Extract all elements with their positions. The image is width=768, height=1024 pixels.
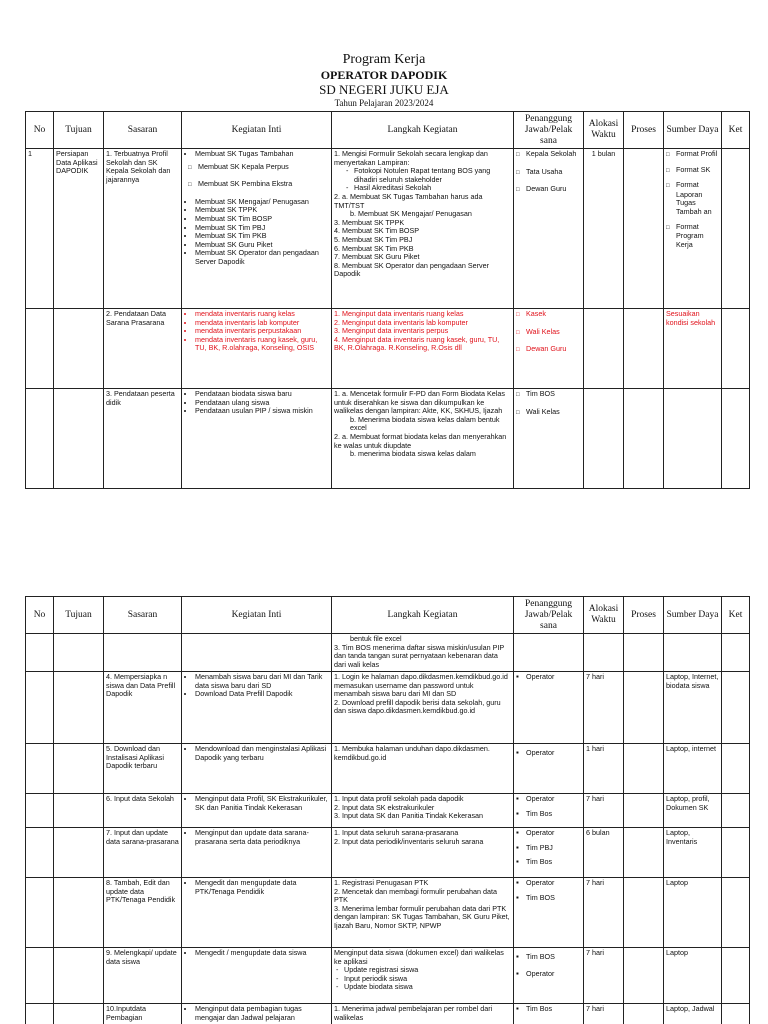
cell-no: [26, 878, 54, 948]
list-item: 8. Membuat SK Operator dan pengadaan Server Dapodik: [334, 260, 490, 279]
list-item: 1. Login ke halaman dapo.dikdasmen.kemdikbud.go.id memasukan username dan password untuk menambah siswa baru dari MI dan SD: [334, 672, 508, 699]
table-row: [26, 744, 750, 794]
list-item: 2. Mencetak dan membagi formulir perubahan data PTK: [334, 886, 498, 905]
cell-sumber: Laptop: [664, 878, 722, 948]
cell-sasaran: [104, 634, 182, 672]
cell-pj: [514, 794, 584, 828]
cell-no: [26, 1004, 54, 1024]
cell-kegiatan: [182, 744, 332, 794]
cell-sumber: [664, 149, 722, 309]
list-item: b. Membuat SK Mengajar/ Penugasan: [350, 209, 472, 219]
table-row: [26, 634, 750, 672]
cell-ket: [722, 149, 750, 309]
list-item: ▪ Tim Bos: [526, 810, 581, 819]
cell-no: [26, 389, 54, 489]
cell-sasaran: 2. Pendataan Data Sarana Prasarana: [104, 309, 182, 389]
cell-no: [26, 794, 54, 828]
list-item: • Membuat SK Tim BOSP: [195, 215, 329, 224]
cell-sasaran: 7. Input dan update data sarana-prasarana: [104, 828, 182, 878]
list-item: 1. a. Mencetak formulir F-PD dan Form Biodata Kelas untuk diserahkan ke siswa dan dikumpulkan ke walikelas dengan lampiran: Akte, KK, SKHUS, Ijazah: [334, 389, 505, 416]
doc-subtitle: OPERATOR DAPODIK: [320, 68, 448, 82]
cell-sasaran: 5. Download dan Instalisasi Aplikasi Dapodik terbaru: [104, 744, 182, 794]
cell-tujuan: [54, 634, 104, 672]
cell-sumber: Laptop, internet: [664, 744, 722, 794]
list-item: ▪ Operator: [526, 749, 581, 758]
cell-tujuan: [54, 948, 104, 1004]
cell-no: [26, 744, 54, 794]
header-proses: Proses: [624, 597, 664, 634]
cell-tujuan: [54, 1004, 104, 1024]
cell-sumber: Laptop, profil, Dokumen SK: [664, 794, 722, 828]
cell-langkah: [332, 744, 514, 794]
document-page-1: [0, 0, 768, 500]
list-item: • Menginput data Profil, SK Ekstrakurikuler, SK dan Panitia Tindak Kekerasan: [195, 795, 329, 812]
cell-alokasi: [584, 634, 624, 672]
list-item: • mendata inventaris perpustakaan: [195, 327, 329, 336]
list-item: 7. Membuat SK Guru Piket: [334, 252, 420, 262]
cell-sumber: Laptop, Inventaris: [664, 828, 722, 878]
cell-langkah: [332, 878, 514, 948]
list-item: 4. Membuat SK Tim BOSP: [334, 226, 420, 236]
header-no: No: [26, 112, 54, 149]
cell-kegiatan: [182, 634, 332, 672]
list-item: 1. Menginput data inventaris ruang kelas: [334, 309, 464, 318]
cell-no: [26, 309, 54, 389]
list-item: 3. Membuat SK TPPK: [334, 217, 405, 227]
table-row: [26, 948, 750, 1004]
list-item: • Pendataan usulan PIP / siswa miskin: [195, 407, 329, 416]
cell-sasaran: 10.Inputdata Pembagian: [104, 1004, 182, 1024]
header-row: [26, 597, 750, 634]
list-item: • mendata inventaris lab komputer: [195, 319, 329, 328]
list-item: - Update registrasi siswa: [344, 966, 511, 975]
list-item: 2. Menginput data inventaris lab komputer: [334, 317, 468, 327]
list-item: • Membuat SK Mengajar/ Penugasan: [195, 198, 329, 207]
cell-proses: [624, 948, 664, 1004]
list-item: • mendata inventaris ruang kasek, guru, TU, BK, R.olahraga, Konseling, OSIS: [195, 336, 329, 353]
cell-langkah: [332, 1004, 514, 1024]
cell-tujuan: [54, 389, 104, 489]
list-item: ▪ Tim BOS: [526, 953, 581, 962]
list-item: □ Kasek: [526, 310, 581, 320]
header-no: No: [26, 597, 54, 634]
cell-alokasi: 7 hari: [584, 948, 624, 1004]
list-item: Menginput data siswa (dokumen excel) dari walikelas ke aplikasi: [334, 948, 504, 966]
cell-ket: [722, 948, 750, 1004]
cell-tujuan: [54, 672, 104, 744]
list-item: • Pendataan ulang siswa: [195, 399, 329, 408]
cell-sasaran: 4. Mempersiapka n siswa dan Data Prefill Dapodik: [104, 672, 182, 744]
list-item: 2. a. Membuat SK Tugas Tambahan harus ada TMT/TST: [334, 191, 483, 210]
cell-proses: [624, 878, 664, 948]
cell-ket: [722, 309, 750, 389]
list-item: • Membuat SK Operator dan pengadaan Server Dapodik: [195, 249, 329, 266]
header-pj: Penanggung Jawab/Pelak sana: [514, 112, 584, 149]
header-tujuan: Tujuan: [54, 597, 104, 634]
cell-kegiatan: [182, 948, 332, 1004]
header-row: [26, 112, 750, 149]
cell-sasaran: 9. Melengkapi/ update data siswa: [104, 948, 182, 1004]
list-item: 3. Tim BOS menerima daftar siswa miskin/usulan PIP dan tanda tangan surat pernyataan kebenaran data dari wali kelas: [334, 642, 505, 669]
cell-proses: [624, 389, 664, 489]
list-item: ▪ Tim Bos: [526, 858, 581, 867]
list-item: □ Membuat SK Kepala Perpus: [198, 163, 329, 173]
cell-sumber: [664, 389, 722, 489]
header-proses: Proses: [624, 112, 664, 149]
cell-langkah: [332, 149, 514, 309]
header-ket: Ket: [722, 597, 750, 634]
cell-sasaran: 1. Terbuatnya Profil Sekolah dan SK Kepala Sekolah dan jajarannya: [104, 149, 182, 309]
doc-title: Program Kerja: [342, 52, 426, 67]
cell-ket: [722, 389, 750, 489]
list-item: □ Membuat SK Pembina Ekstra: [198, 180, 329, 190]
list-item: ▪ Operator: [526, 829, 581, 838]
cell-tujuan: [54, 794, 104, 828]
table-row: [26, 1004, 750, 1024]
cell-kegiatan: [182, 794, 332, 828]
header-ket: Ket: [722, 112, 750, 149]
list-item: • Membuat SK TPPK: [195, 206, 329, 215]
cell-sumber: Sesuaikan kondisi sekolah: [664, 309, 722, 389]
cell-alokasi: 6 bulan: [584, 828, 624, 878]
header-kegiatan: Kegiatan Inti: [182, 112, 332, 149]
cell-pj: [514, 634, 584, 672]
cell-no: [26, 672, 54, 744]
cell-tujuan: [54, 744, 104, 794]
list-item: ▪ Tim BOS: [526, 894, 581, 903]
cell-proses: [624, 794, 664, 828]
cell-ket: [722, 1004, 750, 1024]
list-item: - Fotokopi Notulen Rapat tentang BOS yang dihadiri seluruh stakeholder: [354, 167, 511, 184]
list-item: □ Tata Usaha: [526, 168, 581, 178]
cell-proses: [624, 828, 664, 878]
list-item: □ Kepala Sekolah: [526, 150, 581, 160]
list-item: • Membuat SK Tim PKB: [195, 232, 329, 241]
cell-no: 1: [26, 149, 54, 309]
header-pj: Penanggung Jawab/Pelak sana: [514, 597, 584, 634]
cell-proses: [624, 634, 664, 672]
cell-alokasi: 7 hari: [584, 1004, 624, 1024]
list-item: 1. Mengisi Formulir Sekolah secara lengkap dan menyertakan Lampiran:: [334, 149, 488, 167]
list-item: • Membuat SK Guru Piket: [195, 241, 329, 250]
list-item: 1. Input data seluruh sarana-prasarana: [334, 828, 459, 837]
cell-pj: [514, 1004, 584, 1024]
list-item: 1. Membuka halaman unduhan dapo.dikdasmen. kemdikbud.go.id: [334, 744, 490, 762]
cell-pj: [514, 744, 584, 794]
school-year: Tahun Pelajaran 2023/2024: [334, 98, 434, 108]
cell-kegiatan: [182, 149, 332, 309]
program-table-page-1: [25, 111, 750, 489]
cell-kegiatan: [182, 672, 332, 744]
list-item: - Hasil Akreditasi Sekolah: [354, 184, 511, 193]
list-item: 3. Input data SK dan Panitia Tindak Kekerasan: [334, 811, 484, 821]
list-item: • Membuat SK Tugas Tambahan: [195, 150, 329, 159]
list-item: 1. Registrasi Penugasan PTK: [334, 878, 429, 887]
header-sumber: Sumber Daya: [664, 112, 722, 149]
list-item: • Mengedit / mengupdate data siswa: [195, 949, 329, 958]
cell-ket: [722, 744, 750, 794]
list-item: b. menerima biodata siswa kelas dalam: [350, 449, 476, 459]
cell-proses: [624, 309, 664, 389]
list-item: • Menginput data pembagian tugas mengajar dan Jadwal pelajaran: [195, 1005, 329, 1022]
cell-kegiatan: [182, 878, 332, 948]
cell-langkah: [332, 309, 514, 389]
cell-langkah: [332, 634, 514, 672]
header-langkah: Langkah Kegiatan: [332, 597, 514, 634]
cell-alokasi: 7 hari: [584, 794, 624, 828]
document-page-2: [0, 560, 768, 1024]
cell-alokasi: [584, 389, 624, 489]
list-item: ▪ Operator: [526, 970, 581, 979]
program-table-page-2: [25, 596, 750, 1024]
cell-no: [26, 828, 54, 878]
page-gap: [0, 500, 768, 560]
cell-pj: [514, 309, 584, 389]
list-item: 2. Input data periodik/inventaris seluruh sarana: [334, 836, 484, 846]
list-item: 1. Input data profil sekolah pada dapodik: [334, 794, 464, 803]
cell-sasaran: 3. Pendataan peserta didik: [104, 389, 182, 489]
list-item: □ Wali Kelas: [526, 408, 581, 418]
header-alokasi: Alokasi Waktu: [584, 597, 624, 634]
cell-pj: [514, 389, 584, 489]
list-item: 5. Membuat SK Tim PBJ: [334, 234, 413, 244]
cell-kegiatan: [182, 389, 332, 489]
list-item: ▪ Tim PBJ: [526, 844, 581, 853]
list-item: ▪ Tim Bos: [526, 1005, 581, 1014]
cell-ket: [722, 794, 750, 828]
list-item: ▪ Operator: [526, 795, 581, 804]
school-name: SD NEGERI JUKU EJA: [319, 82, 449, 97]
cell-langkah: [332, 672, 514, 744]
cell-ket: [722, 672, 750, 744]
list-item: 3. Menginput data inventaris perpus: [334, 326, 449, 336]
list-item: □ Dewan Guru: [526, 345, 581, 355]
cell-ket: [722, 828, 750, 878]
header-langkah: Langkah Kegiatan: [332, 112, 514, 149]
cell-langkah: [332, 389, 514, 489]
cell-proses: [624, 672, 664, 744]
list-item: bentuk file excel: [350, 634, 402, 643]
cell-pj: [514, 948, 584, 1004]
cell-sumber: [664, 634, 722, 672]
header-sasaran: Sasaran: [104, 597, 182, 634]
list-item: 3. Menerima lembar formulir perubahan data dari PTK dengan lampiran: SK Tugas Tambahan, SK Guru Piket, Ijazah Baru, Nomor SKTP, NPWP: [334, 903, 510, 930]
cell-langkah: [332, 794, 514, 828]
table-row: [26, 794, 750, 828]
list-item: • Membuat SK Tim PBJ: [195, 224, 329, 233]
cell-kegiatan: [182, 828, 332, 878]
cell-ket: [722, 878, 750, 948]
list-item: 2. Input data SK ekstrakurikuler: [334, 802, 435, 812]
list-item: 6. Membuat SK Tim PKB: [334, 243, 414, 253]
cell-ket: [722, 634, 750, 672]
cell-langkah: [332, 948, 514, 1004]
cell-proses: [624, 149, 664, 309]
cell-tujuan: [54, 828, 104, 878]
list-item: • Download Data Prefill Dapodik: [195, 690, 329, 699]
cell-pj: [514, 878, 584, 948]
list-item: □ Wali Kelas: [526, 328, 581, 338]
list-item: • mendata inventaris ruang kelas: [195, 310, 329, 319]
header-sumber: Sumber Daya: [664, 597, 722, 634]
header-tujuan: Tujuan: [54, 112, 104, 149]
header-sasaran: Sasaran: [104, 112, 182, 149]
table-row: [26, 309, 750, 389]
cell-pj: [514, 828, 584, 878]
table-row: [26, 672, 750, 744]
cell-kegiatan: [182, 309, 332, 389]
list-item: 4. Menginput data inventaris ruang kasek, guru, TU, BK, R.Olahraga. R.Konseling, R.Osis dll: [334, 334, 500, 353]
list-item: • Menambah siswa baru dari MI dan Tarik data siswa baru dari SD: [195, 673, 329, 690]
cell-alokasi: 1 hari: [584, 744, 624, 794]
table-row: [26, 828, 750, 878]
cell-tujuan: Persiapan Data Aplikasi DAPODIK: [54, 149, 104, 309]
list-item: • Pendataan biodata siswa baru: [195, 390, 329, 399]
cell-tujuan: [54, 309, 104, 389]
list-item: 2. Download prefill dapodik berisi data sekolah, guru dan siswa dapo.dikdasmen.kemdikbud.go.id: [334, 697, 501, 716]
list-item: □ Format SK: [676, 166, 719, 176]
list-item: □ Tim BOS: [526, 390, 581, 400]
list-item: • Mendownload dan menginstalasi Aplikasi Dapodik yang terbaru: [195, 745, 329, 762]
cell-sumber: Laptop, Jadwal: [664, 1004, 722, 1024]
cell-alokasi: 1 bulan: [584, 149, 624, 309]
cell-proses: [624, 1004, 664, 1024]
cell-sumber: Laptop, Internet, biodata siswa: [664, 672, 722, 744]
cell-tujuan: [54, 878, 104, 948]
list-item: • Mengedit dan mengupdate data PTK/Tenaga Pendidik: [195, 879, 329, 896]
list-item: □ Format Profil: [676, 150, 719, 160]
header-kegiatan: Kegiatan Inti: [182, 597, 332, 634]
list-item: - Input periodik siswa: [344, 975, 511, 984]
list-item: • Menginput dan update data sarana-prasarana serta data periodiknya: [195, 829, 329, 846]
cell-sumber: Laptop: [664, 948, 722, 1004]
table-row: [26, 389, 750, 489]
list-item: 1. Menerima jadwal pembelajaran per rombel dari walikelas: [334, 1004, 493, 1022]
cell-no: [26, 634, 54, 672]
cell-alokasi: 7 hari: [584, 878, 624, 948]
list-item: - Update biodata siswa: [344, 983, 511, 992]
table-row: [26, 149, 750, 309]
cell-alokasi: [584, 309, 624, 389]
list-item: b. Menerima biodata siswa kelas dalam bentuk excel: [350, 414, 500, 433]
cell-proses: [624, 744, 664, 794]
cell-pj: [514, 672, 584, 744]
cell-pj: [514, 149, 584, 309]
list-item: 2. a. Membuat format biodata kelas dan menyerahkan ke walas untuk diupdate: [334, 431, 507, 450]
header-alokasi: Alokasi Waktu: [584, 112, 624, 149]
cell-sasaran: 8. Tambah, Edit dan update data PTK/Tenaga Pendidik: [104, 878, 182, 948]
list-item: □ Format Laporan Tugas Tambah an: [676, 181, 719, 216]
list-item: ▪ Operator: [526, 673, 581, 682]
list-item: □ Format Program Kerja: [676, 223, 719, 250]
list-item: ▪ Operator: [526, 879, 581, 888]
cell-kegiatan: [182, 1004, 332, 1024]
title-block: [0, 52, 768, 109]
list-item: □ Dewan Guru: [526, 185, 581, 195]
cell-sasaran: 6. Input data Sekolah: [104, 794, 182, 828]
cell-alokasi: 7 hari: [584, 672, 624, 744]
cell-no: [26, 948, 54, 1004]
cell-langkah: [332, 828, 514, 878]
table-row: [26, 878, 750, 948]
